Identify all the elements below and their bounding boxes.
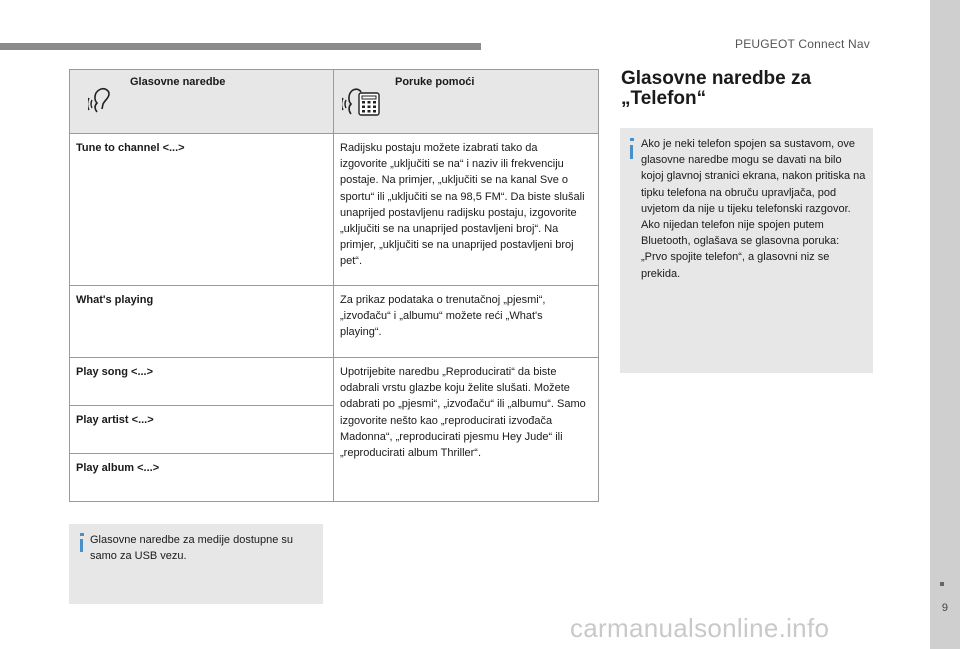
help-text: Upotrijebite naredbu „Reproducirati“ da biste odabrali vrstu glazbe koju želite slušati. Možete odabrati po „pjesmi“, „izvođaču“ ili „albumu“. Samo izgovorite nešto kao „reproducirati izvođača Madonna“, „reproducirati pjesmu Hey Jude“ ili „reproducirati album Thriller“.: [340, 366, 586, 460]
table-row: [70, 134, 599, 286]
side-strip: [930, 0, 960, 649]
phone-info-paragraph-2: Ako nijedan telefon nije spojen putem Bluetooth, oglašava se glasovna poruka: „Prvo spojite telefon“, a glasovni niz se prekida.: [641, 219, 840, 280]
phone-info-paragraph-1: Ako je neki telefon spojen sa sustavom, ove glasovne naredbe mogu se davati na bilo kojoj glavnoj stranici ekrana, nakon pritiska na tipku telefona na obruču upravljača, pod uvjetom da nije u tijeku telefonski razgovor.: [641, 138, 866, 215]
brand-title: PEUGEOT Connect Nav: [735, 37, 870, 51]
phone-info-text: [641, 136, 867, 282]
voice-help-icon: [342, 84, 382, 123]
info-icon: [630, 138, 634, 141]
command-cell: [70, 406, 334, 454]
table-header-commands: [70, 70, 334, 134]
command-cell: [70, 454, 334, 502]
table-row: [70, 286, 599, 358]
info-icon-bar: [630, 145, 633, 159]
section-title: [621, 69, 881, 109]
info-icon-bar: [80, 539, 83, 552]
command-text: What's playing: [76, 294, 154, 306]
page-number: 9: [941, 602, 948, 614]
phone-info-note: [620, 128, 873, 373]
help-cell: [334, 358, 599, 502]
command-cell: [70, 134, 334, 286]
section-title-line1: Glasovne naredbe za: [621, 68, 812, 89]
table-row: [70, 358, 599, 406]
help-cell: [334, 134, 599, 286]
page-marker: [940, 582, 944, 586]
command-text: Tune to channel <...>: [76, 142, 185, 154]
media-info-text: Glasovne naredbe za medije dostupne su samo za USB vezu.: [90, 534, 294, 563]
help-text: Radijsku postaju možete izabrati tako da izgovorite „uključiti se na“ i naziv ili frekvenciju postaje. Na primjer, „uključiti se na kanal Sve o sportu“ ili „uključiti se na 98,5 FM“. Da biste slušali unaprijed postavljenu radijsku postaju, izgovorite „uključiti se na unaprijed postavljeni broj“. Na primjer, „uključiti se na unaprijed postavljeni broj pet“.: [340, 142, 585, 268]
help-text: Za prikaz podataka o trenutačnoj „pjesmi“, „izvođaču“ i „albumu“ možete reći „What's playing“.: [340, 294, 546, 339]
help-header-label: Poruke pomoći: [395, 76, 475, 88]
info-icon: [80, 533, 84, 536]
media-info-note: [69, 524, 323, 604]
table-header-help: [334, 70, 599, 134]
command-text: Play album <...>: [76, 462, 160, 474]
table-header-row: [70, 70, 599, 134]
command-text: Play artist <...>: [76, 414, 154, 426]
voice-commands-table: [69, 69, 599, 502]
header-bar: [0, 43, 481, 50]
section-title-line2: „Telefon“: [621, 88, 707, 109]
watermark: carmanualsonline.info: [570, 613, 830, 643]
commands-header-label: Glasovne naredbe: [130, 76, 226, 88]
voice-command-icon: [88, 86, 114, 119]
command-cell: [70, 358, 334, 406]
command-text: Play song <...>: [76, 366, 154, 378]
help-cell: [334, 286, 599, 358]
command-cell: [70, 286, 334, 358]
